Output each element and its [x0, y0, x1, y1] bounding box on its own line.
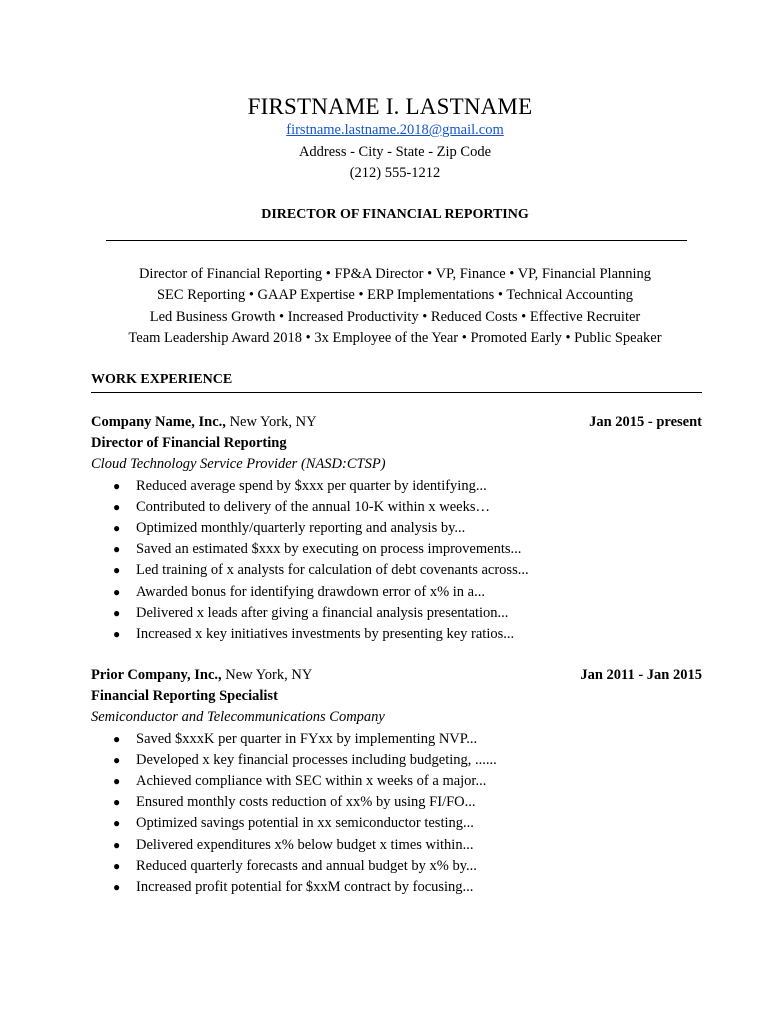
- job-role: Director of Financial Reporting: [91, 435, 287, 452]
- list-item: ● Achieved compliance with SEC within x weeks of a major...: [91, 771, 702, 792]
- list-item: ● Awarded bonus for identifying drawdown error of x% in a...: [91, 582, 702, 603]
- bullet-icon: ●: [113, 563, 121, 578]
- bullet-icon: ●: [113, 520, 121, 535]
- list-item: ● Saved an estimated $xxx by executing on process improvements...: [91, 539, 702, 560]
- bullet-icon: ●: [113, 858, 121, 873]
- list-item: ● Ensured monthly costs reduction of xx% by using FI/FO...: [91, 792, 702, 813]
- bullet-icon: ●: [113, 795, 121, 810]
- skills-line: Led Business Growth • Increased Productivity • Reduced Costs • Effective Recruiter: [149, 308, 641, 325]
- job-entry: [91, 665, 702, 898]
- bullet-icon: ●: [113, 478, 121, 493]
- list-item: ● Developed x key financial processes including budgeting, ......: [91, 750, 702, 771]
- company-descriptor: Cloud Technology Service Provider (NASD:CTSP): [91, 456, 386, 473]
- job-location: New York, NY: [221, 667, 313, 683]
- bullet-icon: ●: [113, 626, 121, 641]
- job-entry: [91, 412, 702, 645]
- title-divider: [106, 240, 687, 241]
- list-item: ● Led training of x analysts for calculation of debt covenants across...: [91, 560, 702, 581]
- company-name: Prior Company, Inc.,: [91, 667, 222, 683]
- job-header: [91, 412, 702, 433]
- phone-text: (212) 555-1212: [349, 165, 441, 181]
- list-item: ● Delivered expenditures x% below budget x times within...: [91, 835, 702, 856]
- skills-summary: [0, 264, 770, 349]
- email-link[interactable]: firstname.lastname.2018@gmail.com: [286, 122, 504, 138]
- address-text: Address - City - State - Zip Code: [298, 144, 492, 160]
- bullet-icon: ●: [113, 584, 121, 599]
- list-item: ● Delivered x leads after giving a financial analysis presentation...: [91, 603, 702, 624]
- bullet-icon: ●: [113, 499, 121, 514]
- list-item: ● Saved $xxxK per quarter in FYxx by implementing NVP...: [91, 729, 702, 750]
- skills-line: SEC Reporting • GAAP Expertise • ERP Implementations • Technical Accounting: [156, 287, 633, 304]
- job-location: New York, NY: [225, 414, 317, 430]
- skills-line: Team Leadership Award 2018 • 3x Employee of the Year • Promoted Early • Public Speaker: [128, 329, 662, 346]
- bullet-icon: ●: [113, 879, 121, 894]
- bullet-icon: ●: [113, 773, 121, 788]
- list-item: ● Reduced average spend by $xxx per quarter by identifying...: [91, 476, 702, 497]
- list-item: ● Contributed to delivery of the annual 10-K within x weeks…: [91, 497, 702, 518]
- list-item: ● Increased profit potential for $xxM contract by focusing...: [91, 877, 702, 898]
- list-item: ● Optimized monthly/quarterly reporting and analysis by...: [91, 518, 702, 539]
- job-header: [91, 665, 702, 686]
- bullet-icon: ●: [113, 816, 121, 831]
- skills-line: Director of Financial Reporting • FP&A Director • VP, Finance • VP, Financial Planning: [138, 266, 652, 282]
- job-dates: Jan 2015 - present: [589, 414, 702, 430]
- job-role: Financial Reporting Specialist: [91, 688, 278, 705]
- section-heading-work-experience: WORK EXPERIENCE: [91, 372, 233, 387]
- job-dates: Jan 2011 - Jan 2015: [580, 667, 702, 683]
- company-descriptor: Semiconductor and Telecommunications Company: [91, 709, 385, 726]
- achievement-list: [91, 729, 702, 899]
- candidate-name: FIRSTNAME I. LASTNAME: [247, 94, 533, 119]
- bullet-icon: ●: [113, 731, 121, 746]
- list-item: ● Optimized savings potential in xx semiconductor testing...: [91, 813, 702, 834]
- bullet-icon: ●: [113, 837, 121, 852]
- bullet-icon: ●: [113, 542, 121, 557]
- section-divider: [91, 392, 702, 393]
- list-item: ● Reduced quarterly forecasts and annual budget by x% by...: [91, 856, 702, 877]
- list-item: ● Increased x key initiatives investments by presenting key ratios...: [91, 624, 702, 645]
- target-title: DIRECTOR OF FINANCIAL REPORTING: [261, 207, 529, 222]
- company-name: Company Name, Inc.,: [91, 414, 226, 430]
- achievement-list: [91, 476, 702, 646]
- bullet-icon: ●: [113, 752, 121, 767]
- bullet-icon: ●: [113, 605, 121, 620]
